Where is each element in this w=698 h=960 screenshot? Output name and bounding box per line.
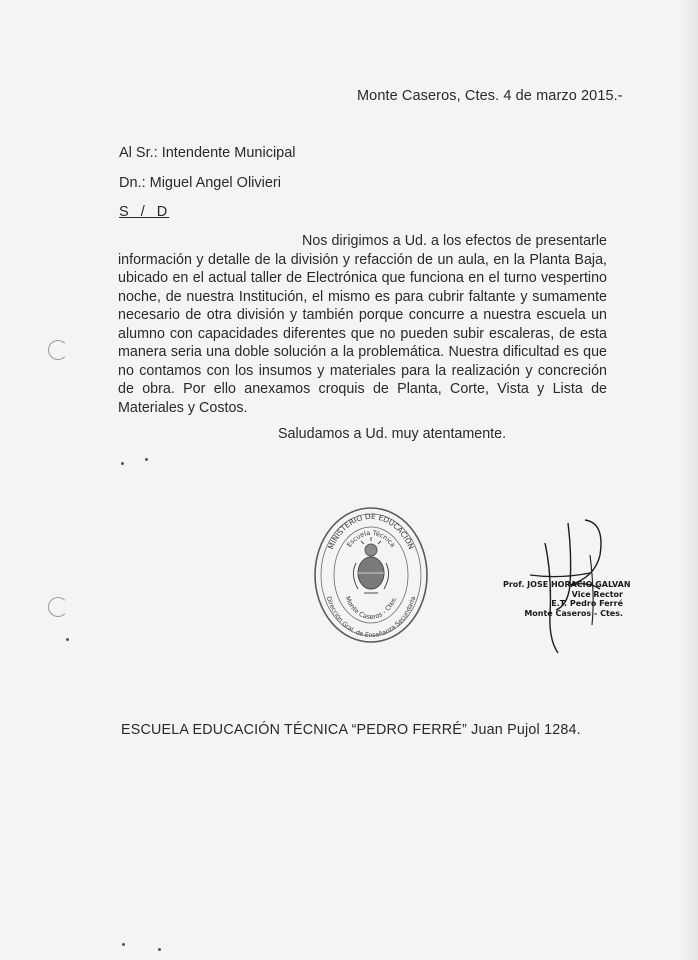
- date-line: Monte Caseros, Ctes. 4 de marzo 2015.-: [357, 88, 623, 104]
- seal-outer-bottom-text: Dirección Gral. de Enseñanza Secundaria: [324, 595, 418, 640]
- seal-top-text: MINISTERIO DE EDUCACIÓN: [326, 511, 416, 551]
- punch-hole-mark: [48, 597, 68, 617]
- coat-of-arms-icon: [353, 537, 388, 593]
- signatory-name: Prof. JOSE HORACIO GALVAN: [503, 580, 631, 589]
- svg-text:Monte Caseros - Ctes.: [343, 595, 398, 621]
- page-edge-shadow: [680, 0, 698, 960]
- seal-bottom-text: Monte Caseros - Ctes.: [343, 595, 399, 622]
- seal-graphic: [312, 505, 430, 645]
- recipient-name: Dn.: Miguel Angel Olivieri: [119, 175, 281, 191]
- closing-line: Saludamos a Ud. muy atentamente.: [278, 426, 507, 442]
- scan-speck: [145, 458, 148, 461]
- scan-speck: [122, 943, 125, 946]
- scan-speck: [121, 462, 124, 465]
- signatory-role: Vice Rector: [571, 589, 623, 599]
- signatory-location: Monte Caseros - Ctes.: [524, 608, 623, 618]
- signature-stamp: [503, 580, 631, 618]
- punch-hole-mark: [48, 340, 68, 360]
- letter-body: Nos dirigimos a Ud. a los efectos de presentarle información y detalle de la división y refacción de un aula, en la Planta Baja, ubicado en el actual taller de Electrónica que funciona en el turno vespertino noche, de nuestra Institución, el mismo es para cubrir faltante y sumamente necesario de otra división y también porque concurre a nuestra escuela un alumno con capacidades diferentes que no pueden subir escaleras, de esta manera seria una doble solución a la problemática. Nuestra dificultad es que no contamos con los insumos y materiales para la realización y concreción de obra. Por ello anexamos croquis de Planta, Corte, Vista y Lista de Materiales y Costos.: [118, 233, 607, 416]
- recipient-address: S / D: [119, 204, 170, 220]
- scan-speck: [66, 638, 69, 641]
- ministry-seal: [312, 505, 430, 645]
- signatory-school: E.T. Pedro Ferré: [551, 599, 623, 608]
- school-footer: ESCUELA EDUCACIÓN TÉCNICA “PEDRO FERRÉ” Juan Pujol 1284.: [121, 722, 581, 738]
- scan-speck: [158, 948, 161, 951]
- seal-inner-text: Escuela Técnica: [345, 528, 397, 549]
- recipient-title: Al Sr.: Intendente Municipal: [119, 145, 296, 161]
